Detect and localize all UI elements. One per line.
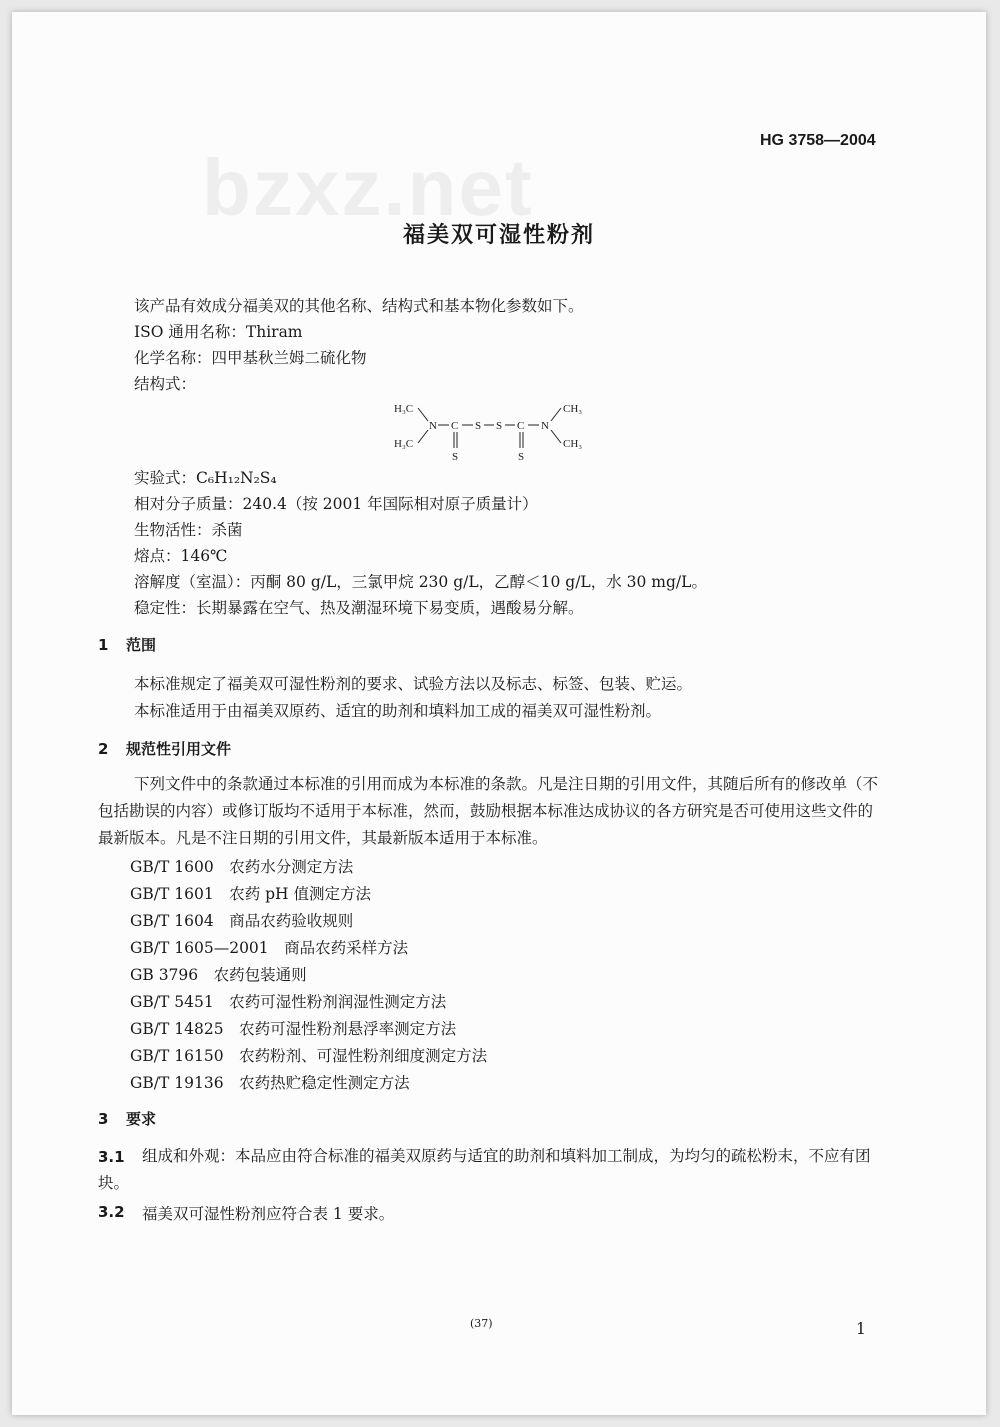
reference-item: GB/T 14825 农药可湿性粉剂悬浮率测定方法 <box>130 1020 457 1038</box>
page-number-center: (37) <box>470 1317 493 1330</box>
right-bottom-methyl: CH₃ <box>563 438 583 450</box>
atom-c-right: C <box>517 420 525 432</box>
atom-s-2: S <box>496 420 503 432</box>
atom-s-double-right: S <box>518 451 525 463</box>
chemical-name: 化学名称：四甲基秋兰姆二硫化物 <box>134 349 367 367</box>
atom-s-double-left: S <box>452 451 459 463</box>
atom-s-1: S <box>475 420 482 432</box>
formula-line <box>134 466 277 488</box>
formula-label: 实验式： <box>134 469 197 487</box>
section-number: 1 <box>98 636 109 654</box>
structural-formula-diagram <box>382 388 602 464</box>
section-3-heading <box>98 1108 156 1129</box>
left-bottom-methyl: H₃C <box>394 438 414 450</box>
section-2-heading <box>98 738 231 759</box>
reference-item: GB 3796 农药包装通则 <box>130 966 307 984</box>
molecular-mass: 相对分子质量：240.4（按 2001 年国际相对原子质量计） <box>134 495 538 513</box>
structure-label: 结构式： <box>134 375 197 393</box>
atom-c-left: C <box>451 420 459 432</box>
atom-n-left: N <box>429 420 437 432</box>
clause-3-2-number: 3.2 <box>98 1203 125 1221</box>
empirical-formula: C₆H₁₂N₂S₄ <box>196 469 277 487</box>
page-number-right: 1 <box>856 1320 866 1338</box>
document-page <box>12 12 986 1415</box>
reference-item: GB/T 1605—2001 商品农药采样方法 <box>130 939 409 957</box>
reference-item: GB/T 1604 商品农药验收规则 <box>130 912 354 930</box>
atom-n-right: N <box>541 420 549 432</box>
section-title: 范围 <box>126 636 157 654</box>
reference-item: GB/T 19136 农药热贮稳定性测定方法 <box>130 1074 410 1092</box>
stability: 稳定性：长期暴露在空气、热及潮湿环境下易变质，遇酸易分解。 <box>134 599 584 617</box>
section-number: 3 <box>98 1110 109 1128</box>
section-title: 规范性引用文件 <box>126 740 232 758</box>
section-number: 2 <box>98 740 109 758</box>
intro-lead: 该产品有效成分福美双的其他名称、结构式和基本物化参数如下。 <box>134 297 584 315</box>
right-top-methyl: CH₃ <box>563 403 583 415</box>
iso-name: ISO 通用名称：Thiram <box>134 323 303 341</box>
normative-references-paragraph: 下列文件中的条款通过本标准的引用而成为本标准的条款。凡是注日期的引用文件，其随后所有的修改单（不包括勘误的内容）或修订版均不适用于本标准，然而，鼓励根据本标准达成协议的各方研究是否可使用这些文件的最新版本。凡是不注日期的引用文件，其最新版本适用于本标准。 <box>98 775 879 847</box>
page-title: 福美双可湿性粉剂 <box>402 223 595 248</box>
standard-number: HG 3758—2004 <box>760 132 876 149</box>
section-title: 要求 <box>126 1110 157 1128</box>
watermark: bzxz.net <box>202 143 534 232</box>
clause-3-2-text: 福美双可湿性粉剂应符合表 1 要求。 <box>142 1205 395 1223</box>
reference-item: GB/T 1601 农药 pH 值测定方法 <box>130 885 371 903</box>
melting-point: 熔点：146℃ <box>134 547 228 565</box>
scope-paragraph-2: 本标准适用于由福美双原药、适宜的助剂和填料加工成的福美双可湿性粉剂。 <box>134 702 662 720</box>
left-top-methyl: H₃C <box>394 403 414 415</box>
solubility: 溶解度（室温）：丙酮 80 g/L，三氯甲烷 230 g/L，乙醇＜10 g/L，水 30 mg/L。 <box>134 573 707 591</box>
reference-item: GB/T 1600 农药水分测定方法 <box>130 858 354 876</box>
scope-paragraph-1: 本标准规定了福美双可湿性粉剂的要求、试验方法以及标志、标签、包装、贮运。 <box>134 675 693 693</box>
bioactivity: 生物活性：杀菌 <box>134 521 243 539</box>
section-1-heading <box>98 634 156 655</box>
reference-item: GB/T 16150 农药粉剂、可湿性粉剂细度测定方法 <box>130 1047 488 1065</box>
clause-3-1-number: 3.1 <box>98 1148 125 1166</box>
reference-item: GB/T 5451 农药可湿性粉剂润湿性测定方法 <box>130 993 447 1011</box>
clause-3-1-text: 组成和外观：本品应由符合标准的福美双原药与适宜的助剂和填料加工制成，为均匀的疏松粉末，不应有团块。 <box>98 1147 871 1192</box>
